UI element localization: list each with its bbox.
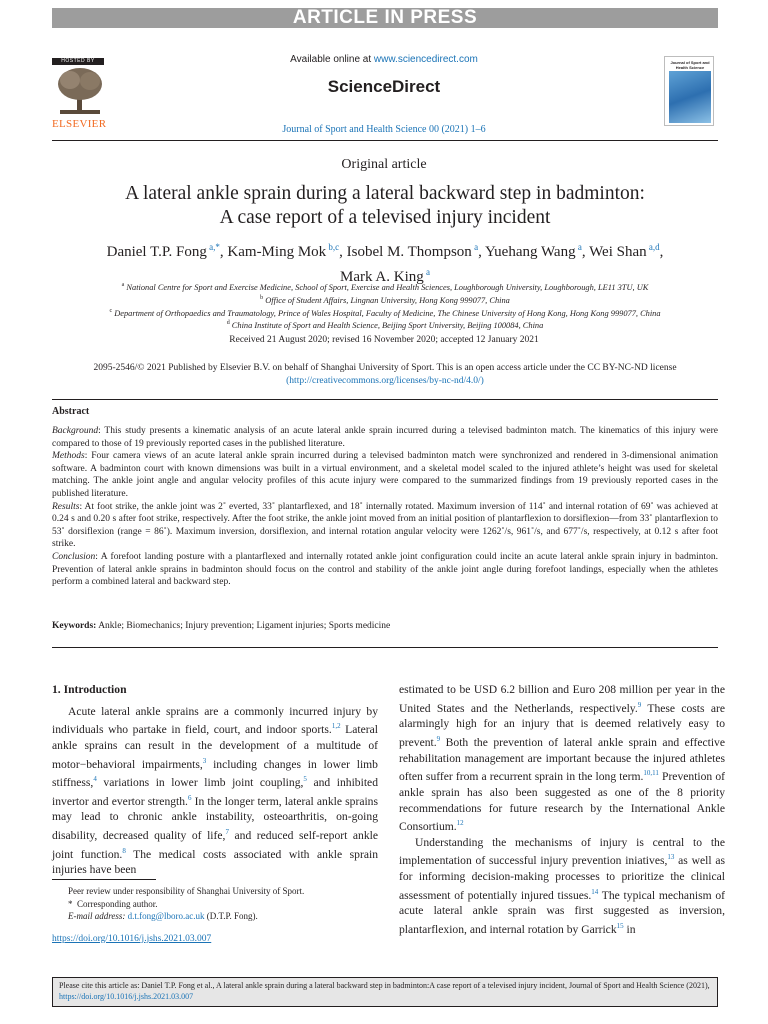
- author-affiliation-mark[interactable]: a: [471, 242, 479, 252]
- keywords: [52, 621, 718, 631]
- affiliation: [52, 280, 718, 293]
- author-affiliation-mark[interactable]: b,c: [326, 242, 340, 252]
- peer-review-note: Peer review under responsibility of Shanghai University of Sport.: [68, 886, 305, 896]
- reference-link[interactable]: 10,11: [643, 769, 659, 778]
- license-link[interactable]: (http://creativecommons.org/licenses/by-nc-nd/4.0/): [286, 376, 484, 386]
- hosted-by-label: HOSTED BY: [52, 58, 104, 65]
- author-affiliation-mark[interactable]: a: [575, 242, 582, 252]
- abstract-section: [52, 551, 718, 589]
- citation-box: [52, 977, 718, 1007]
- reference-link[interactable]: 7: [225, 828, 229, 837]
- author: [589, 244, 663, 260]
- reference-link[interactable]: 15: [616, 922, 624, 930]
- author-affiliation-mark[interactable]: a: [423, 267, 430, 277]
- author-name: Daniel T.P. Fong: [106, 244, 207, 260]
- left-column: [52, 682, 378, 878]
- email-label: E-mail address:: [68, 911, 126, 921]
- abstract-section-text: : This study presents a kinematic analysis of an acute lateral ankle sprain incurred during a televised badminton match. The kinematics of this injury were compared to those of 19 previously reported cases in the published literature.: [52, 426, 718, 449]
- author-separator: ,: [339, 244, 347, 260]
- author: [347, 244, 485, 260]
- affiliation-mark: d: [226, 320, 230, 327]
- affiliation-mark: b: [260, 294, 264, 301]
- abstract-section: [52, 450, 718, 500]
- footnotes: [52, 885, 378, 923]
- author: [485, 244, 589, 260]
- license-statement: [52, 362, 718, 388]
- email-note: [52, 910, 378, 923]
- author: [107, 244, 228, 260]
- article-in-press-banner: ARTICLE IN PRESS: [52, 8, 718, 28]
- right-column: [399, 682, 725, 938]
- reference-link[interactable]: 13: [667, 853, 675, 862]
- abstract-bottom-rule: [52, 647, 718, 648]
- keywords-label: Keywords:: [52, 621, 97, 631]
- keywords-list: Ankle; Biomechanics; Injury prevention; Ligament injuries; Sports medicine: [98, 621, 391, 631]
- reference-link[interactable]: 9: [637, 700, 642, 709]
- available-online: [0, 54, 768, 65]
- author-affiliation-mark[interactable]: a,d: [646, 242, 660, 252]
- article-type: Original article: [341, 157, 427, 172]
- title-line-2: A case report of a televised injury incident: [219, 207, 551, 228]
- reference-link[interactable]: 9: [436, 734, 441, 743]
- abstract-body: [52, 425, 718, 589]
- abstract-section-text: : At foot strike, the ankle joint was 2˚ everted, 33˚ plantarflexed, and 18˚ internally rotated. Maximum inversion of 114˚ and internal rotation of 69˚ was achieved at 0.24 s and 0.20 s after foot strike, respectively. After the foot strike, the ankle joint moved from an initial position of plantarflexion to dorsiflexion—from 33˚ plantarflexion to 53˚ dorsiflexion (range = 86˚). Maximum inversion, dorsiflexion, and internal rotation angular velocity were 1262˚/s, 961˚/s, and 677˚/s, respectively, at 0.12 s after foot strike.: [52, 501, 718, 550]
- author-separator: ,: [478, 244, 486, 260]
- author-name: Isobel M. Thompson: [346, 244, 472, 260]
- article-dates: Received 21 August 2020; revised 16 November 2020; accepted 12 January 2021: [229, 335, 539, 345]
- affiliation-text: China Institute of Sport and Health Science, Beijing Sport University, Beijing 100084, China: [229, 321, 544, 331]
- intro-paragraph-3: Understanding the mechanisms of injury is central to the implementation of successful injury prevention iniatives,$^{13}$ as well as for informing decision-making processes to prioritize the clinical assessment of potentially injured tissues.$^{14}$ The typical mechanism of acute lateral ankle sprain was first suggested as inversion, plantarflexion, and internal rotation by Garrick$^{15}$ in: [399, 835, 725, 936]
- elsevier-wordmark: ELSEVIER: [52, 118, 107, 130]
- abstract-section-label: Conclusion: [52, 551, 96, 562]
- author-separator: ,: [581, 244, 590, 260]
- abstract-section-label: Background: [52, 426, 99, 436]
- author: [227, 244, 346, 260]
- sciencedirect-link[interactable]: www.sciencedirect.com: [373, 54, 478, 65]
- reference-link[interactable]: 4: [93, 775, 97, 784]
- affiliation-text: Office of Student Affairs, Lingnan University, Hong Kong 999077, China: [263, 295, 510, 305]
- affiliation-text: National Centre for Sport and Exercise Medicine, School of Sport, Exercise and Health Sciences, Loughborough University, Loughborough, LE11 3TU, UK: [124, 282, 649, 292]
- header-divider: [52, 140, 718, 141]
- intro-paragraph-1: Acute lateral ankle sprains are a commonly incurred injury by individuals who partake in field, court, and indoor sports.$^{1,2}$ Lateral ankle sprains can result in the development of a multitude of motor−behavioral impairments,$^3$ including changes in lower limb stiffness,$^4$ variations in lower limb joint coupling,$^5$ and inhibited invertor and evertor strength.$^6$ In the longer term, lateral ankle sprains may lead to chronic ankle instability, osteoarthritis, on-going disability, decreased quality of life,$^7$ and reduced self-report ankle joint function.$^8$ The medical costs associated with ankle sprain injuries have been: [52, 704, 378, 877]
- abstract-section: [52, 425, 718, 450]
- author-name: Kam-Ming Mok: [227, 244, 327, 260]
- abstract-section-label: Results: [52, 501, 80, 512]
- abstract-top-rule: [52, 399, 718, 400]
- footnote-divider: [52, 879, 156, 880]
- cover-art: [669, 71, 711, 123]
- affiliation-mark: a: [121, 282, 125, 288]
- reference-link[interactable]: 12: [456, 819, 464, 828]
- corresponding-text: Corresponding author.: [77, 898, 158, 909]
- abstract-section-text: : Four camera views of an acute lateral ankle sprain incurred during a televised badminton match were synchronized and rendered in 3-dimensional animation software. A badminton court with known dimensions was built in a virtual environment, and a skeletal model scaled to the injured athlete’s height was used for skeletal matching. The ankle joint angle and angular velocity profiles of this acute injury were compared to the summarized findings from 19 previously reported cases in the published literature.: [52, 451, 718, 499]
- reference-link[interactable]: 5: [303, 775, 307, 784]
- abstract-section: [52, 501, 718, 551]
- citation-doi-link[interactable]: https://doi.org/10.1016/j.jshs.2021.03.007: [59, 992, 194, 1001]
- doi-link[interactable]: https://doi.org/10.1016/j.jshs.2021.03.007: [52, 934, 212, 944]
- journal-reference[interactable]: Journal of Sport and Health Science 00 (2021) 1–6: [282, 124, 486, 135]
- affiliation: [52, 306, 718, 319]
- reference-link[interactable]: 3: [202, 756, 207, 765]
- author-email-link[interactable]: d.t.fong@lboro.ac.uk: [127, 911, 205, 921]
- reference-link[interactable]: 14: [591, 887, 599, 896]
- abstract-section-label: Methods: [52, 451, 85, 462]
- corresponding-author-note: [52, 898, 378, 911]
- author-affiliation-mark[interactable]: a,*: [206, 242, 220, 252]
- email-suffix: (D.T.P. Fong).: [206, 911, 258, 921]
- reference-link[interactable]: 8: [122, 846, 126, 855]
- reference-link[interactable]: 6: [187, 793, 192, 802]
- intro-paragraph-2: estimated to be USD 6.2 billion and Euro 208 million per year in the United States and the Netherlands, respectively.$^9$ These costs are alarmingly high for an injury that is deemed relatively easy to prevent.$^9$ Both the prevention of lateral ankle sprain and effective rehabilitation management are important because the injured athletes often suffer from a recurrent sprain in the long term.$^{10,11}$ Prevention of ankle sprain has also been suggested as one of the 8 priority recommendations for future research by the International Ankle Consortium.$^{12}$: [399, 683, 725, 834]
- affiliations: [52, 280, 718, 331]
- license-text: 2095-2546/© 2021 Published by Elsevier B.V. on behalf of Shanghai University of Sport. This is an open access article under the CC BY-NC-ND license: [93, 363, 677, 373]
- citation-text: Please cite this article as: Daniel T.P. Fong et al., A lateral ankle sprain during a lateral backward step in badminton:A case report of a televised injury incident, Journal of Sport and Health Science (2021),: [59, 981, 710, 990]
- abstract-section-text: : A forefoot landing posture with a plantarflexed and internally rotated ankle joint configuration could incite an acute lateral ankle sprain injury in badminton. Prevention of lateral ankle sprains in badminton should focus on the control and stability of the ankle joint angle during forefoot landings, especially when the athletes perform a combined lateral and backward step.: [52, 551, 718, 588]
- affiliation-mark: c: [109, 307, 113, 314]
- title-line-1: A lateral ankle sprain during a lateral backward step in badminton:: [125, 183, 645, 204]
- author-separator: ,: [659, 244, 664, 260]
- author-name: Wei Shan: [589, 244, 647, 260]
- author-name: Yuehang Wang: [485, 244, 576, 260]
- sciencedirect-logo: ScienceDirect: [327, 77, 441, 96]
- journal-cover-image: [664, 56, 714, 126]
- author-name: Mark A. King: [340, 269, 424, 285]
- section-heading-introduction: 1. Introduction: [52, 683, 127, 696]
- reference-link[interactable]: 1,2: [331, 722, 341, 731]
- article-title: [52, 182, 718, 230]
- corresponding-mark: *: [68, 898, 73, 909]
- cover-title: Journal of Sport and Health Science: [670, 60, 710, 70]
- abstract-heading: Abstract: [52, 406, 90, 417]
- affiliation: [52, 318, 718, 331]
- available-online-text: Available online at: [290, 54, 372, 65]
- affiliation-text: Department of Orthopaedics and Traumatology, Prince of Wales Hospital, Faculty of Medicine, The Chinese University of Hong Kong, Hong Kong 999077, China: [112, 308, 661, 318]
- affiliation: [52, 293, 718, 306]
- author-separator: ,: [219, 244, 228, 260]
